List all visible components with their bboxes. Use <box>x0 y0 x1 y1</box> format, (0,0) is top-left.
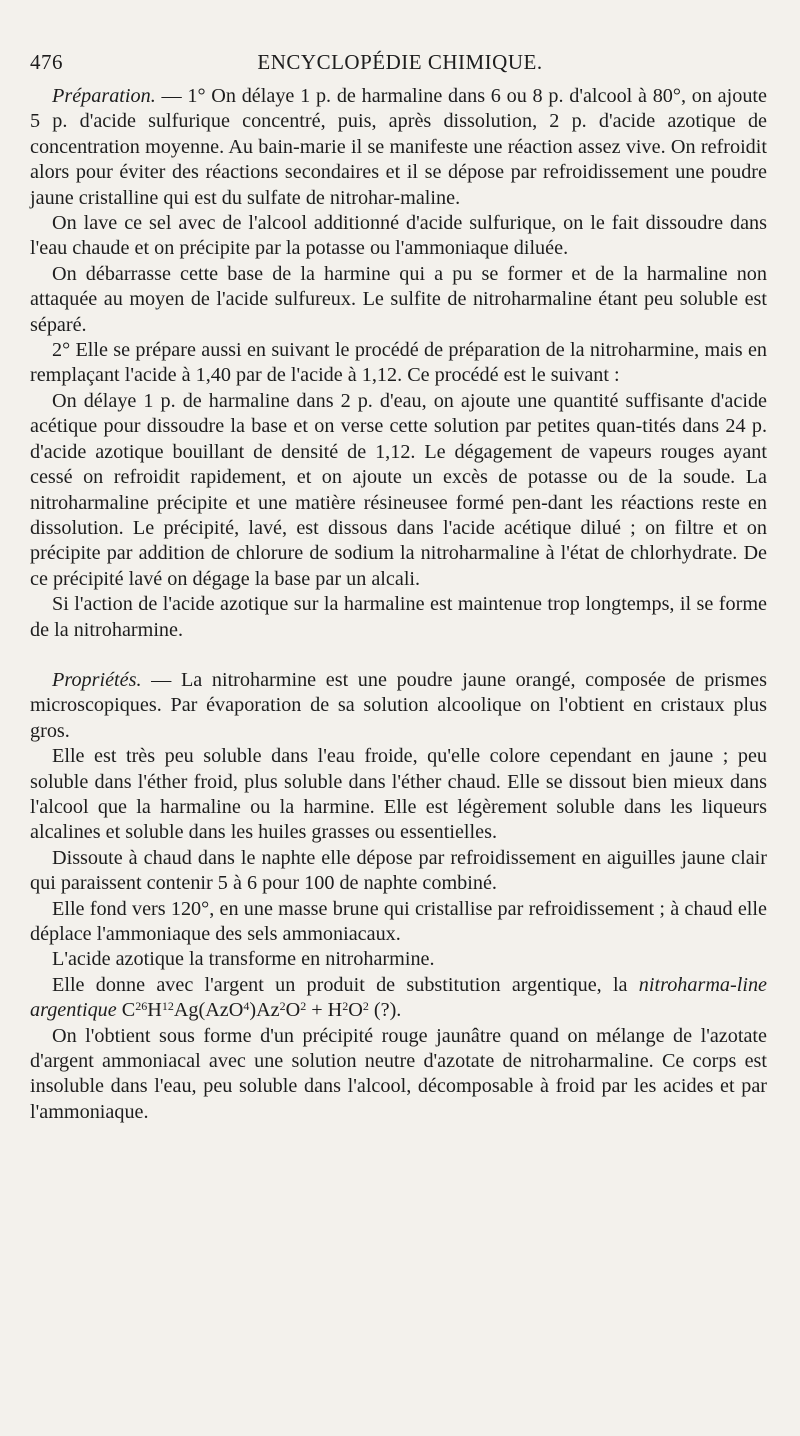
paragraph: Elle fond vers 120°, en une masse brune qui cristallise par refroidissement ; à chaud elle déplace l'ammoniaque des sels ammoniacaux. <box>30 897 767 945</box>
paragraph <box>30 84 767 211</box>
paragraph: Elle est très peu soluble dans l'eau froide, qu'elle colore cependant en jaune ; peu soluble dans l'éther froid, plus soluble dans l'éther chaud. Elle se dissout bien mieux dans l'alcool que la harmaline ou la harmine. Elle est légèrement soluble dans les liqueurs alcalines et soluble dans les huiles grasses ou essentielles. <box>30 745 767 844</box>
paragraph: L'acide azotique la transforme en nitroharmine. <box>52 948 435 971</box>
paragraph: On lave ce sel avec de l'alcool additionné d'acide sulfurique, on le fait dissoudre dans l'eau chaude et on précipite par la potasse ou l'ammoniaque diluée. <box>30 212 767 260</box>
running-title: ENCYCLOPÉDIE CHIMIQUE. <box>257 50 543 74</box>
paragraph <box>30 668 767 744</box>
paragraph-text: Elle donne avec l'argent un produit de substitution argentique, la <box>52 973 628 996</box>
paragraph: 2° Elle se prépare aussi en suivant le procédé de préparation de la nitroharmine, mais en remplaçant l'acide à 1,40 par de l'acide à 1,12. Ce procédé est le suivant : <box>30 339 767 387</box>
paragraph-text: — La nitroharmine est une poudre jaune orangé, composée de prismes microscopiques. Par évaporation de sa solution alcoolique on l'obtient en cristaux plus gros. <box>30 668 767 742</box>
section-heading-preparation: Préparation. <box>52 85 156 107</box>
paragraph: On délaye 1 p. de harmaline dans 2 p. d'eau, on ajoute une quantité suffisante d'acide acétique pour dissoudre la base et on verse cette solution par petites quan-tités dans 24 p. d'acide azotique bouillant de densité de 1,12. Le dégagement de vapeurs rouges ayant cessé on refroidit rapidement, et on ajoute un excès de potasse ou de la soude. La nitroharmaline précipite et une matière résineusee formé pen-dant les réactions reste en dissolution. Le précipité, lavé, est dissous dans l'acide acétique dilué ; on filtre et on précipite par addition de chlorure de sodium la nitroharmaline à l'état de chlorhydrate. De ce précipité lavé on dégage la base par un alcali. <box>30 389 767 590</box>
section-heading-proprietes: Propriétés. <box>52 668 142 691</box>
italic-term: nitroharma-line argentique <box>30 973 768 1022</box>
paragraph: On l'obtient sous forme d'un précipité rouge jaunâtre quand on mélange de l'azotate d'argent ammoniacal avec une solution neutre d'azotate de nitroharmaline. Ce corps est insoluble dans l'eau, peu soluble dans l'alcool, décomposable à froid par les acides et par l'ammoniaque. <box>30 1024 767 1123</box>
paragraph: On débarrasse cette base de la harmine qui a pu se former et de la harmaline non attaquée au moyen de l'acide sulfureux. Le sulfite de nitroharmaline étant peu soluble est séparé. <box>30 262 767 336</box>
paragraph: Si l'action de l'acide azotique sur la harmaline est maintenue trop longtemps, il se forme de la nitroharmine. <box>30 593 767 641</box>
paragraph: Dissoute à chaud dans le naphte elle dépose par refroidissement en aiguilles jaune clair qui paraissent contenir 5 à 6 pour 100 de naphte combiné. <box>30 846 767 895</box>
paragraph-text: — 1° On délaye 1 p. de harmaline dans 6 ou 8 p. d'alcool à 80°, on ajoute 5 p. d'acide sulfurique concentré, puis, après dissolution, 2 p. d'acide azotique de concentration moyenne. Au bain-marie il se manifeste une réaction assez vive. On refroidit alors pour éviter des réactions secondaires et il se dépose par refroidissement une poudre jaune cristalline qui est du sulfate de nitrohar-maline. <box>30 85 767 209</box>
page-header <box>30 50 770 80</box>
body-text <box>30 84 767 1125</box>
page-number: 476 <box>30 50 63 74</box>
chemical-formula: $C^{26}H^{12}Ag(AzO^4)Az^2O^2 + H^2O^2$ (?). <box>121 999 402 1022</box>
paragraph <box>30 973 767 1024</box>
